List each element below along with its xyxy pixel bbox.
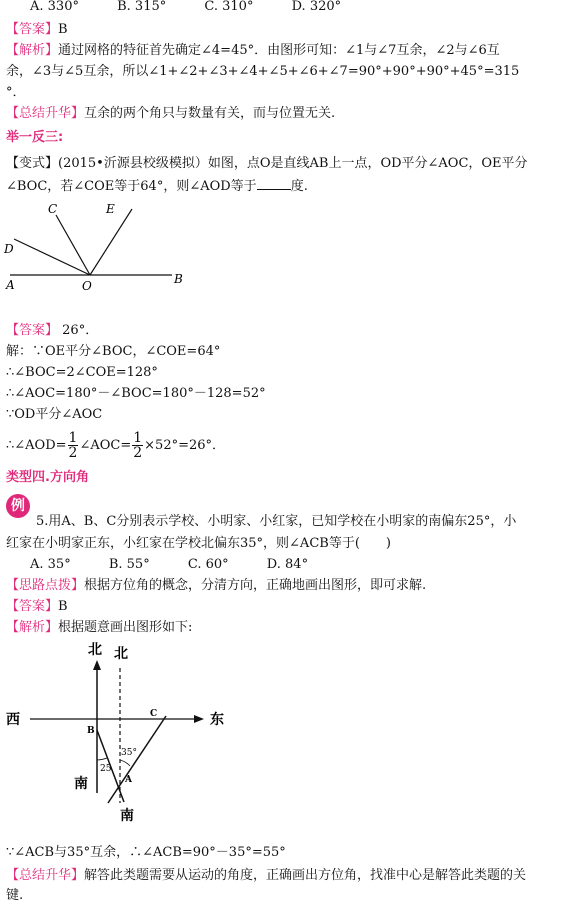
- direction-figure: [0, 638, 240, 828]
- q4-answer: [6, 20, 68, 40]
- q5-option-c: C. 60°: [187, 557, 229, 572]
- fraction-denominator: 2: [68, 445, 78, 461]
- label-d: D: [4, 242, 14, 256]
- q4-option-a: A. 330°: [30, 0, 79, 14]
- q5-line1: 5.用A、B、C分别表示学校、小明家、小红家，已知学校在小明家的南偏东25°，小: [36, 514, 517, 529]
- fraction-numerator: 1: [133, 430, 143, 446]
- solution-text-b: ∠AOC=: [79, 438, 132, 453]
- answer-value: B: [58, 22, 68, 37]
- variant-line2: [6, 177, 308, 197]
- answer-tag: 【答案】: [6, 323, 59, 338]
- fraction-denominator: 2: [133, 445, 143, 461]
- ray-oc: [56, 215, 90, 275]
- example-badge: 例: [6, 494, 30, 518]
- line-ac: [108, 716, 166, 803]
- drill-heading: 举一反三:: [6, 130, 64, 145]
- label-a: A: [6, 278, 15, 292]
- variant-text: (2015•沂源县校级模拟）如图，点O是直线AB上一点，OD平分∠AOC，OE平分: [58, 156, 528, 171]
- variant-text-3: 度.: [290, 179, 308, 194]
- north-arrow-icon: [93, 660, 101, 670]
- variant-line1: [6, 154, 528, 174]
- solution-line4: ∵OD平分∠AOC: [6, 407, 103, 422]
- fraction-half-2: [132, 431, 143, 460]
- q5-conclusion: ∵∠ACB与35°互余，∴∠ACB=90°－35°=55°: [6, 845, 286, 860]
- summary-tag: 【总结升华】: [6, 868, 85, 883]
- analysis-tag: 【解析】: [6, 620, 59, 635]
- label-east: 东: [210, 712, 224, 728]
- angle-35-arc: [120, 760, 130, 766]
- q4-option-b: B. 315°: [117, 0, 167, 14]
- q4-summary: [6, 104, 335, 124]
- label-south-1: 南: [74, 776, 88, 792]
- label-e: E: [106, 202, 115, 216]
- solution-line3: ∴∠AOC=180°－∠BOC=180°－128=52°: [6, 386, 266, 401]
- fraction-half: [68, 431, 79, 460]
- q5-summary-line2: 键.: [6, 888, 24, 903]
- hint-tag: 【思路点拨】: [6, 578, 85, 593]
- q5-option-a: A. 35°: [30, 557, 71, 572]
- label-o: O: [82, 279, 92, 293]
- summary-text: 解答此类题需要从运动的角度，正确画出方位角，找准中心是解答此类题的关: [84, 868, 527, 883]
- angle-25-arc: [97, 758, 107, 760]
- east-arrow-icon: [194, 715, 204, 723]
- label-angle-25: 25: [100, 764, 112, 774]
- label-north-1: 北: [88, 642, 102, 658]
- q5-option-b: B. 55°: [108, 557, 150, 572]
- analysis-text: 通过网格的特征首先确定∠4=45°．由图形可知：∠1与∠7互余，∠2与∠6互: [58, 43, 500, 58]
- solution-text-c: ×52°=26°．: [144, 438, 226, 453]
- label-north-2: 北: [114, 646, 128, 662]
- fraction-numerator: 1: [68, 430, 78, 446]
- q5-options: [30, 555, 342, 575]
- summary-text: 互余的两个角只与数量有关，而与位置无关.: [84, 106, 336, 121]
- ray-oe: [90, 209, 132, 275]
- q4-analysis-line2: 余，∠3与∠5互余，所以∠1+∠2+∠3+∠4+∠5+∠6+∠7=90°+90°+90°+45°=315: [6, 64, 520, 79]
- answer-value: B: [58, 599, 68, 614]
- label-point-b: B: [87, 726, 95, 736]
- answer-tag: 【答案】: [6, 599, 59, 614]
- q4-option-c: C. 310°: [204, 0, 254, 14]
- answer-blank: [257, 177, 291, 190]
- ray-od: [14, 239, 90, 275]
- analysis-text: 根据题意画出图形如下:: [58, 620, 193, 635]
- q5-analysis: [6, 618, 192, 638]
- label-b: B: [174, 272, 183, 286]
- solution-text-a: ∴∠AOD=: [6, 438, 67, 453]
- type4-heading: 类型四.方向角: [6, 470, 89, 485]
- q5-line2: 红家在小明家正东，小红家在学校北偏东35°，则∠ACB等于( ): [6, 536, 391, 551]
- label-south-2: 南: [120, 808, 134, 824]
- q4-options: [30, 0, 375, 17]
- q4-analysis-line3: °．: [6, 85, 26, 100]
- solution-line2: ∴∠BOC=2∠COE=128°: [6, 365, 158, 380]
- label-point-c: C: [150, 709, 158, 719]
- q4-option-d: D. 320°: [291, 0, 342, 14]
- variant-text-2: ∠BOC，若∠COE等于64°，则∠AOD等于: [6, 179, 257, 194]
- analysis-tag: 【解析】: [6, 43, 59, 58]
- label-angle-35: 35°: [121, 748, 137, 758]
- label-west: 西: [6, 712, 20, 728]
- q5-answer: [6, 597, 68, 617]
- drill-answer: [6, 321, 98, 341]
- solution-line5: [6, 428, 225, 464]
- label-point-a: A: [125, 775, 132, 785]
- q5-option-d: D. 84°: [266, 557, 309, 572]
- q5-summary-line1: [6, 866, 526, 886]
- q5-hint: [6, 576, 426, 596]
- hint-text: 根据方位角的概念，分清方向，正确地画出图形，即可求解.: [84, 578, 427, 593]
- answer-value: 26°．: [62, 323, 99, 338]
- q4-analysis-line1: [6, 41, 500, 61]
- label-c: C: [48, 202, 58, 216]
- variant-tag: 【变式】: [6, 156, 59, 171]
- angle-figure: [0, 195, 200, 300]
- summary-tag: 【总结升华】: [6, 106, 85, 121]
- solution-line1: 解：∵OE平分∠BOC，∠COE=64°: [6, 344, 221, 359]
- answer-tag: 【答案】: [6, 22, 59, 37]
